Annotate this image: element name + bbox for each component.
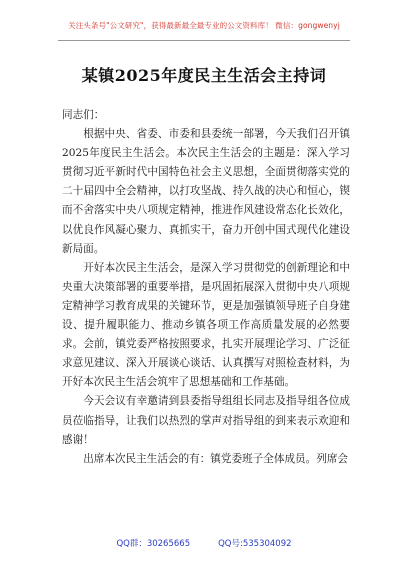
paragraph-1: 根据中央、省委、市委和县委统一部署，今天我们召开镇2025年度民主生活会。本次民主生活会的主题是：深入学习贯彻习近平新时代中国特色社会主义思想，全面贯彻落实党的二十届四中全会精神，以打攻坚战、持久战的决心和恒心，锲而不舍落实中央八项规定精神，推进作风建设常态化长效化，以优良作风凝心聚力、真抓实干，奋力开创中国式现代化建设新局面。 xyxy=(62,128,350,255)
paragraph-3: 今天会议有幸邀请到县委指导组组长同志及指导组各位成员莅临指导，让我们以热烈的掌声对指导组的到来表示欢迎和感谢！ xyxy=(62,395,350,446)
header-notice: 关注头条号"公文研究"，获得最新最全最专业的公文资料库！ 微信：gongwenyj xyxy=(68,21,340,30)
document-body xyxy=(62,106,350,469)
paragraph-4: 出席本次民主生活会的有：镇党委班子全体成员。列席会 xyxy=(83,452,349,465)
paragraph-2: 开好本次民主生活会，是深入学习贯彻党的创新理论和中央重大决策部署的重要举措，是巩固拓展深入贯彻中央八项规定精神学习教育成果的关键环节，更是加强镇领导班子自身建设、提升履职能力、推动乡镇各项工作高质量发展的必然要求。会前，镇党委严格按照要求，扎实开展理论学习、广泛征求意见建议、深入开展谈心谈话、认真撰写对照检查材料，为开好本次民主生活会筑牢了思想基础和工作基础。 xyxy=(62,261,350,389)
salutation: 同志们： xyxy=(62,109,105,121)
footer-qq-number: QQ号:535304092 xyxy=(218,539,292,549)
document-title: 某镇2025年度民主生活会主持词 xyxy=(81,66,327,85)
footer-qq-group: QQ群：30265665 xyxy=(116,539,191,549)
footer-contact xyxy=(0,537,408,549)
header-divider xyxy=(58,40,350,41)
